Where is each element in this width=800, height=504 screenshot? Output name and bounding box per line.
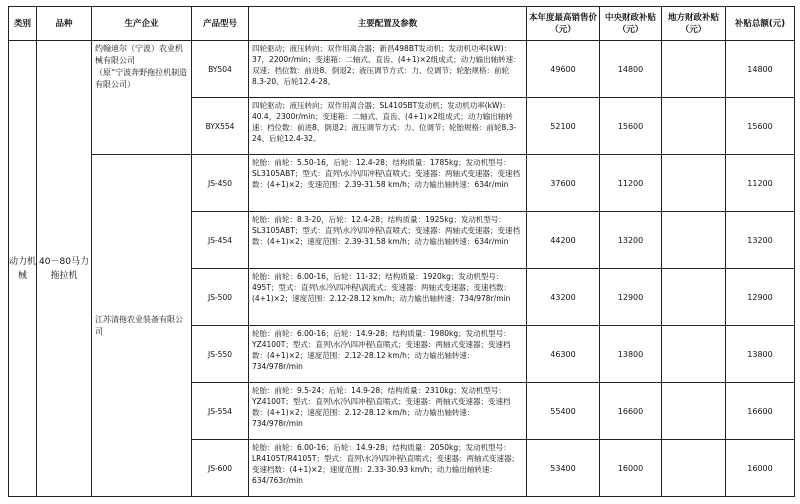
central-subsidy-cell: 16000 — [600, 440, 662, 497]
price-cell: 53400 — [527, 440, 600, 497]
model-cell: JS-500 — [192, 269, 249, 326]
header-local-subsidy: 地方财政补贴（元） — [662, 7, 726, 41]
price-cell: 55400 — [527, 383, 600, 440]
company-name: 约翰迪尔（宁波）农业机械有限公司 — [95, 44, 183, 65]
config-cell: 轮胎：前轮：8.3-20，后轮：12.4-28；结构质量：1925kg；发动机型号：SL3105ABT；型式：直列\水冷\四冲程\直喷式；变速器：两轴式变速器；变速档数：(4+1)×2；速度范围：2.39-31.58 km/h；动力输出轴转速：634r/min — [249, 212, 527, 269]
enterprise-cell-jiangsu — [92, 155, 192, 497]
config-cell: 四轮驱动；液压转向；双作用离合器；新昌498BT发动机；发动机功率(kW)：37，2200r/min；变速箱：二轴式、直齿、(4+1)×2组成式；动力输出轴转速：双速；档位数：前进8、倒退2；液压调节方式：力、位调节；轮胎规格：前轮8.3-20、后轮12.4-28。 — [249, 41, 527, 98]
config-cell: 轮胎：前轮：6.00-16；后轮：14.9-28；结构质量：1980kg；发动机型号：YZ4100T；型式：直列\水冷\四冲程\直喷式；变速器：两轴式变速器；变速档数：(4+1)×2；速度范围：2.12-28.12 km/h；动力输出轴转速：734/978r/min — [249, 326, 527, 383]
local-subsidy-cell — [662, 440, 726, 497]
model-cell: BY504 — [192, 41, 249, 98]
total-subsidy-cell: 16000 — [726, 440, 795, 497]
variety-cell: 40－80马力拖拉机 — [37, 41, 92, 497]
price-cell: 52100 — [527, 98, 600, 155]
header-price: 本年度最高销售价（元） — [527, 7, 600, 41]
local-subsidy-cell — [662, 41, 726, 98]
price-cell: 37600 — [527, 155, 600, 212]
total-subsidy-cell: 14800 — [726, 41, 795, 98]
config-cell: 四轮驱动；液压转向；双作用离合器；SL4105BT发动机；发动机功率(kW)：40.4，2300r/min；变速箱：二轴式、直齿、(4+1)×2组成式；动力输出轴转速：档位数：前进8、倒退2；液压调节方式：力、位调节；轮胎规格：前轮8.3-24、后轮12.4-32。 — [249, 98, 527, 155]
model-cell: BYX554 — [192, 98, 249, 155]
central-subsidy-cell: 11200 — [600, 155, 662, 212]
local-subsidy-cell — [662, 98, 726, 155]
model-cell: JS-600 — [192, 440, 249, 497]
local-subsidy-cell — [662, 326, 726, 383]
model-cell: JS-550 — [192, 326, 249, 383]
central-subsidy-cell: 14800 — [600, 41, 662, 98]
price-cell: 43200 — [527, 269, 600, 326]
price-cell: 44200 — [527, 212, 600, 269]
table-row — [9, 41, 795, 98]
config-cell: 轮胎：前轮：5.50-16，后轮：12.4-28；结构质量：1785kg；发动机型号：SL3105ABT；型式：直列\水冷\四冲程\直喷式；变速器：两轴式变速器；变速档数：(4+1)×2；变速范围：2.39-31.58 km/h；动力输出轴转速：634r/min — [249, 155, 527, 212]
header-central-subsidy: 中央财政补贴（元） — [600, 7, 662, 41]
header-model: 产品型号 — [192, 7, 249, 41]
total-subsidy-cell: 16600 — [726, 383, 795, 440]
central-subsidy-cell: 16600 — [600, 383, 662, 440]
header-config: 主要配置及参数 — [249, 7, 527, 41]
total-subsidy-cell: 15600 — [726, 98, 795, 155]
local-subsidy-cell — [662, 383, 726, 440]
model-cell: JS-450 — [192, 155, 249, 212]
config-cell: 轮胎：前轮：6.00-16；后轮：14.9-28；结构质量：2050kg；发动机型号：LR4105T/R4105T；型式：直列\水冷\四冲程\直喷式；变速器：两轴式变速器；变速档数：(4+1)×2；速度范围：2.33-30.93 km/h；动力输出轴转速：634/763r/min — [249, 440, 527, 497]
config-cell: 轮胎：前轮：6.00-16，后轮：11-32；结构质量：1920kg；发动机型号：495T；型式：直列\水冷\四冲程\涡流式；变速器：两轴式变速器；变速档数：(4+1)×2；速度范围：2.12-28.12 km/h；动力输出轴转速：734/978r/min — [249, 269, 527, 326]
central-subsidy-cell: 12900 — [600, 269, 662, 326]
local-subsidy-cell — [662, 269, 726, 326]
category-cell: 动力机械 — [9, 41, 37, 497]
central-subsidy-cell: 13800 — [600, 326, 662, 383]
header-total-subsidy: 补贴总额(元) — [726, 7, 795, 41]
header-enterprise: 生产企业 — [92, 7, 192, 41]
header-variety: 品种 — [37, 7, 92, 41]
subsidy-table — [8, 6, 795, 497]
model-cell: JS-454 — [192, 212, 249, 269]
header-category: 类别 — [9, 7, 37, 41]
company-name: 江苏清拖农业装备有限公司 — [95, 314, 183, 336]
price-cell: 49600 — [527, 41, 600, 98]
header-row — [9, 7, 795, 41]
model-cell: JS-554 — [192, 383, 249, 440]
central-subsidy-cell: 15600 — [600, 98, 662, 155]
price-cell: 46300 — [527, 326, 600, 383]
local-subsidy-cell — [662, 155, 726, 212]
config-cell: 轮胎：前轮：9.5-24；后轮：14.9-28；结构质量：2310kg；发动机型号：YZ4100T；型式：直列\水冷\四冲程\直喷式；变速器：两轴式变速器；变速档数：(4+1)×2；速度范围：2.12-28.12 km/h；动力输出轴转速：734/978r/min — [249, 383, 527, 440]
enterprise-cell-johndeere — [92, 41, 192, 155]
total-subsidy-cell: 12900 — [726, 269, 795, 326]
total-subsidy-cell: 13800 — [726, 326, 795, 383]
total-subsidy-cell: 11200 — [726, 155, 795, 212]
table-row — [9, 155, 795, 212]
local-subsidy-cell — [662, 212, 726, 269]
total-subsidy-cell: 13200 — [726, 212, 795, 269]
company-former-name: （原“宁波奔野拖拉机制造有限公司） — [95, 68, 188, 89]
central-subsidy-cell: 13200 — [600, 212, 662, 269]
